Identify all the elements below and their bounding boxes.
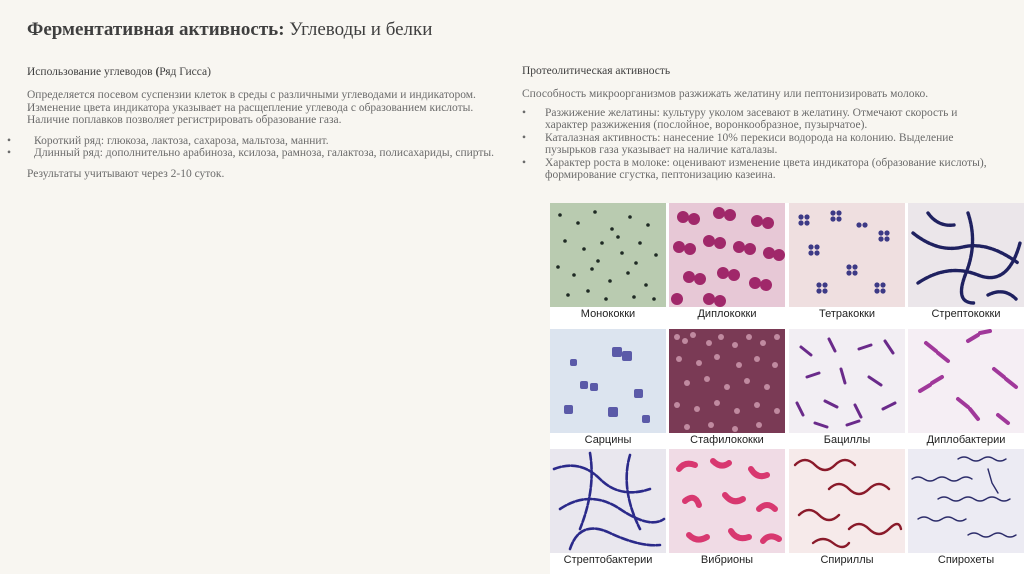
list-item: • Характер роста в молоке: оценивают изменение цвета индикатора (образование кислоты), формирование сгустка, пептонизацию казеина. [522,157,1002,182]
caption: Спириллы [820,554,874,566]
bacilli-image [789,329,905,433]
proteolytic-heading: Протеолитическая активность [522,65,671,77]
caption: Диплококки [697,308,757,320]
cell-sarcinae [550,329,666,448]
cell-streptobacteria [550,449,666,568]
list-item: • Короткий ряд: глюкоза, лактоза, сахароза, мальтоза, маннит. [27,135,517,148]
caption: Бациллы [823,434,871,446]
cell-vibrios [669,449,785,568]
diplococci-image [669,203,785,307]
caption: Стрептококки [931,308,1001,320]
carbohydrates-heading: Использование углеводов (Ряд Гисса) [27,66,211,78]
proteolytic-list [522,107,1002,182]
caption: Монококки [580,308,636,320]
caption: Диплобактерии [926,434,1006,446]
carbohydrates-section [27,65,517,180]
carbohydrates-list [27,135,517,160]
streptobacteria-image [550,449,666,553]
proteolytic-section [522,64,1002,182]
list-item: • Каталазная активность: нанесение 10% перекиси водорода на колонию. Выделение пузырьков газа указывает на наличие каталазы. [522,132,1002,157]
page-title: Ферментативная активность: Углеводы и белки [27,19,433,40]
cell-staphylococci [669,329,785,448]
result-text: Результаты учитывают через 2-10 суток. [27,167,225,180]
staphylococci-image [669,329,785,433]
cell-spirochetes [908,449,1024,568]
cell-spirilla [789,449,905,568]
sarcinae-image [550,329,666,433]
vibrios-image [669,449,785,553]
caption: Сарцины [584,434,632,446]
cell-diplobacteria [908,329,1024,448]
list-item: • Разжижение желатины: культуру уколом засевают в желатину. Отмечают скорость и характер разжижения (послойное, воронкообразное, пузырчатое). [522,107,1002,132]
caption: Стрептобактерии [563,554,653,566]
diplobacteria-image [908,329,1024,433]
caption: Стафилококки [690,434,764,446]
list-item: • Длинный ряд: дополнительно арабиноза, ксилоза, рамноза, галактоза, полисахариды, спирты. [27,147,517,160]
cell-bacilli [789,329,905,448]
tetracocci-image [789,203,905,307]
cell-streptococci [908,203,1024,322]
caption: Спирохеты [937,554,995,566]
cell-monococci [550,203,666,322]
caption: Тетракокки [819,308,875,320]
streptococci-image [908,203,1024,307]
spirilla-image [789,449,905,553]
caption: Вибрионы [700,554,754,566]
spirochetes-image [908,449,1024,553]
cell-diplococci [669,203,785,322]
carbohydrates-paragraph: Определяется посевом суспензии клеток в среды с различными углеводами и индикатором. Изменение цвета индикатора указывает на расщепление углевода с образованием кислоты. Наличие поплавков позволяет регистрировать образование газа. [27,89,476,126]
bacteria-morphology-figure [550,203,1024,574]
proteolytic-intro: Способность микроорганизмов разжижать желатину или пептонизировать молоко. [522,88,929,100]
monococci-image [550,203,666,307]
cell-tetracocci [789,203,905,322]
